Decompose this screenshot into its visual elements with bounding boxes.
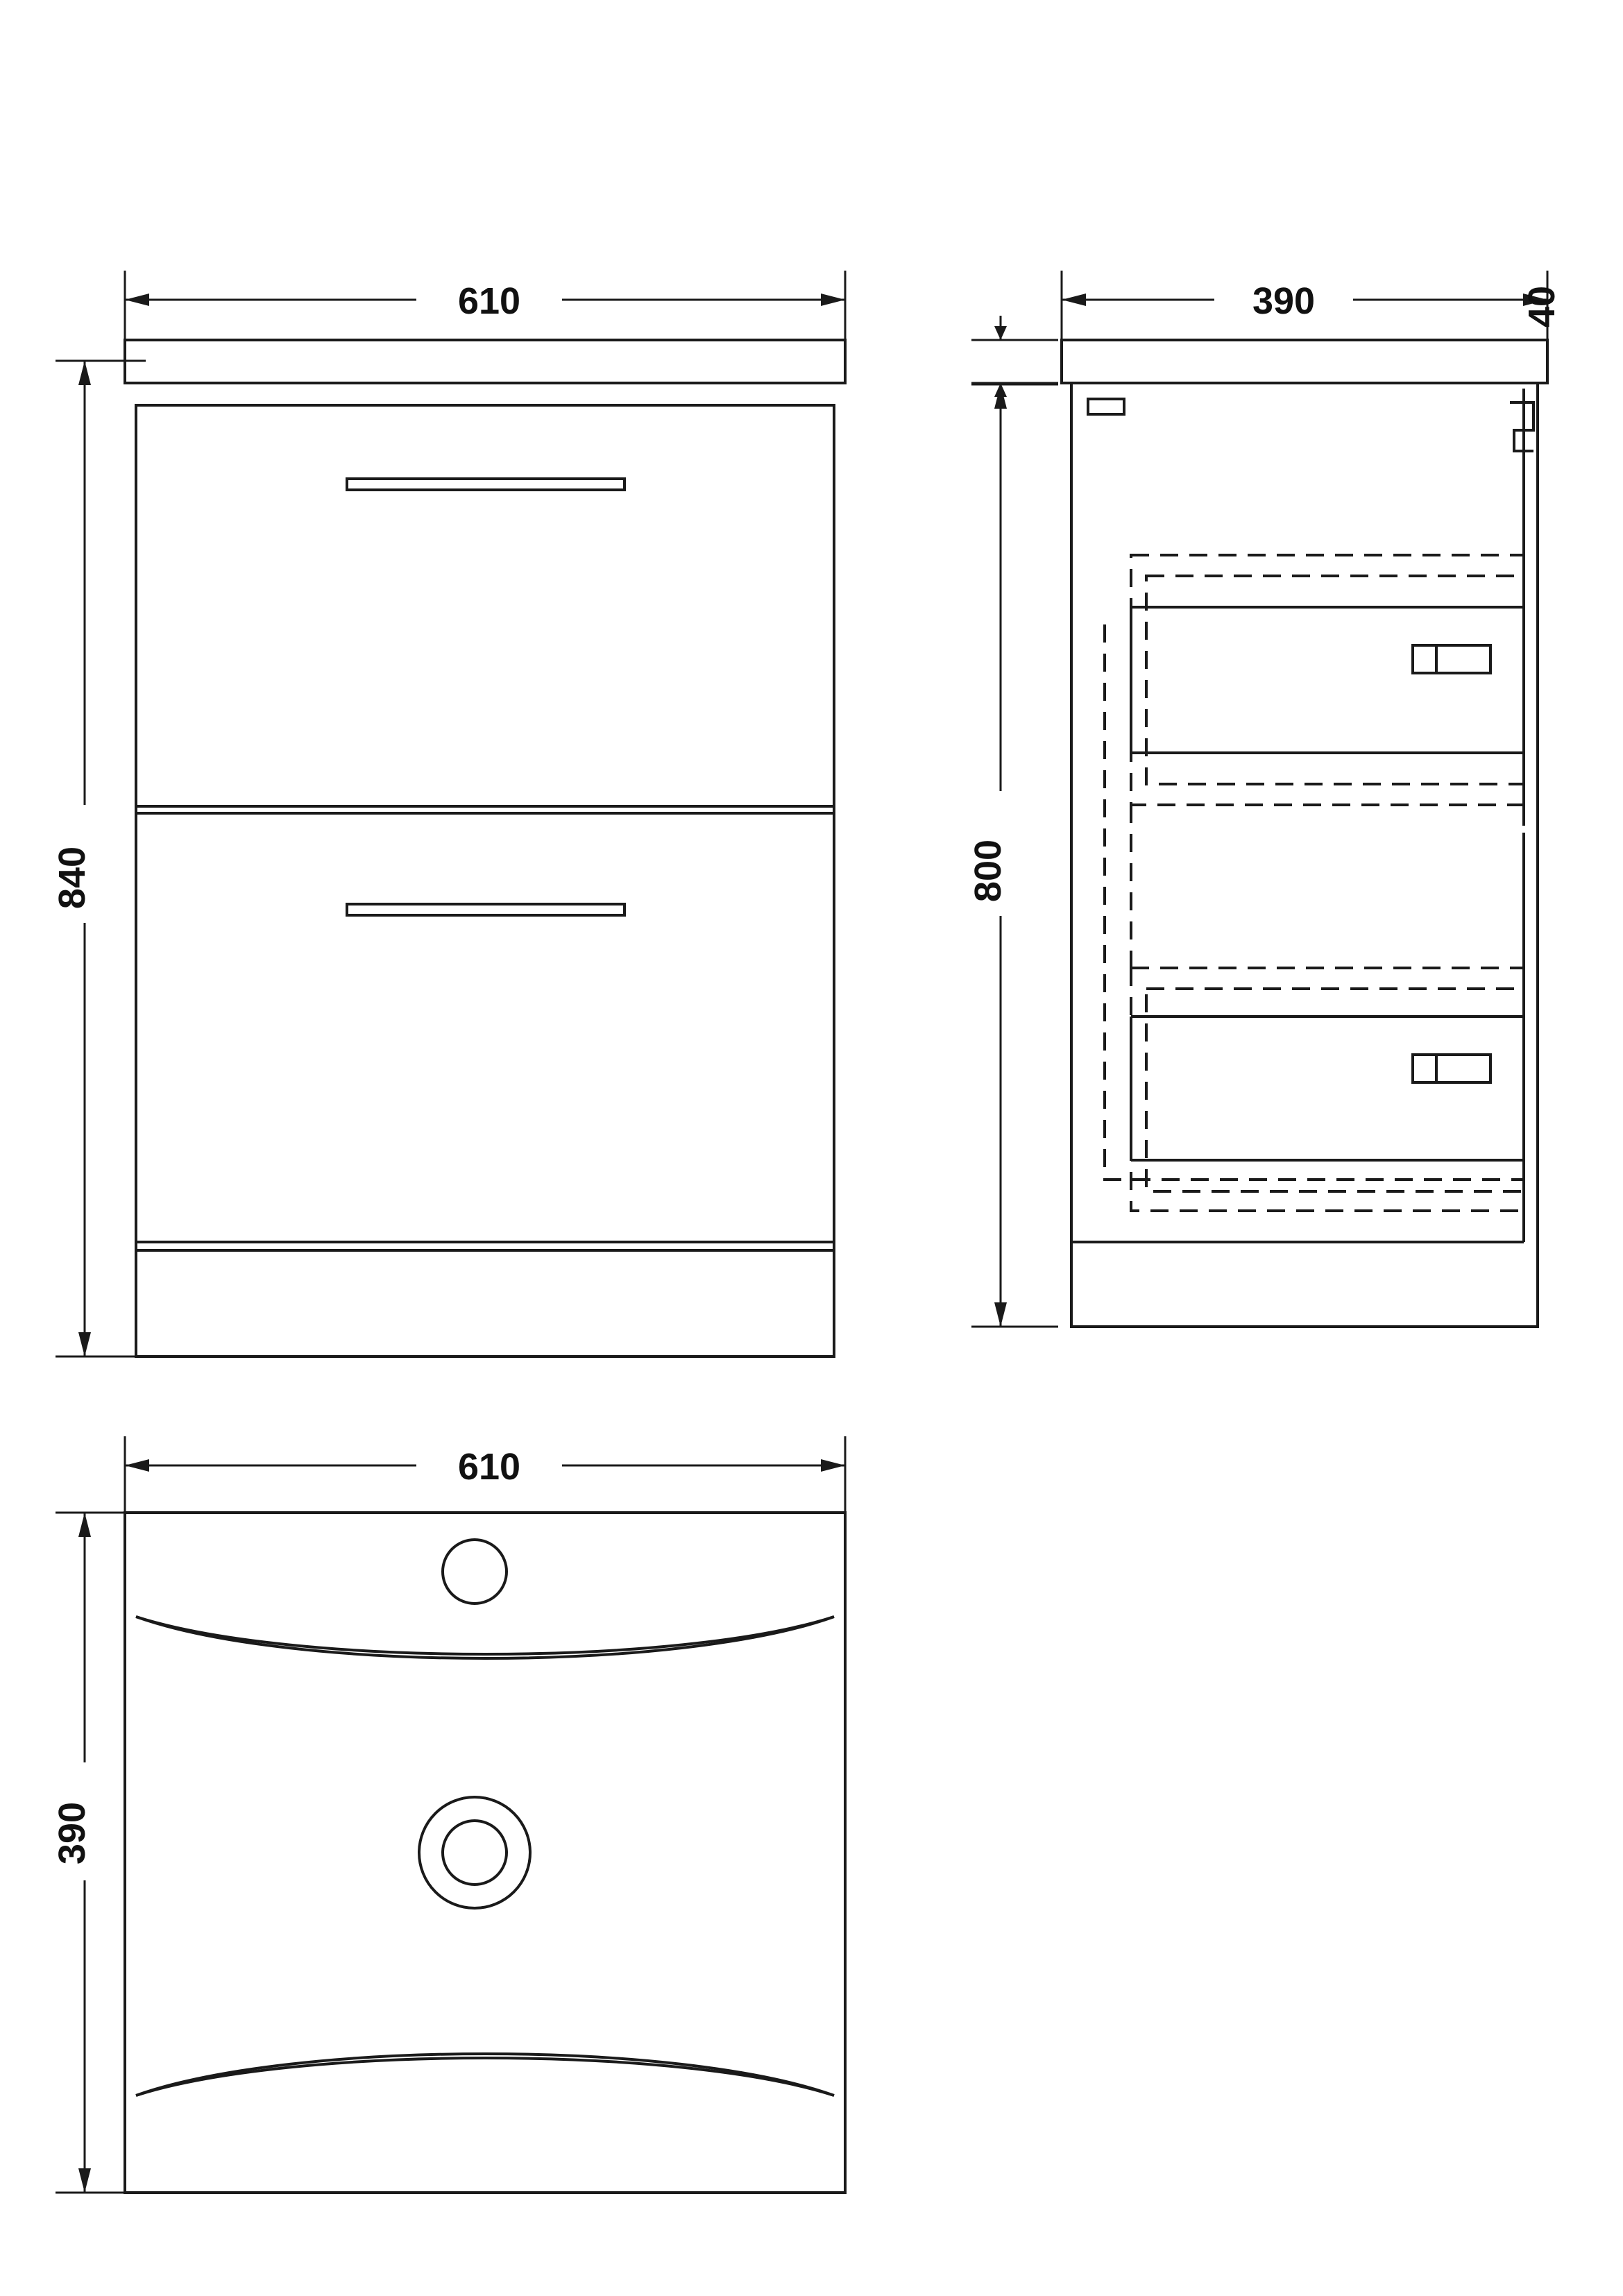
side-depth-label: 390 (1252, 280, 1316, 322)
basin-back-curve (136, 1617, 834, 1658)
lower-drawer-hidden (1131, 968, 1524, 1211)
drawer-handle-upper (347, 479, 624, 490)
countertop-front (125, 340, 845, 383)
plan-depth-label: 390 (51, 1801, 93, 1865)
basin-front-curve (136, 2054, 834, 2095)
runner-hidden-lines (1105, 624, 1524, 1180)
front-elevation-view (0, 0, 867, 1388)
lower-drawer-solid (1131, 1017, 1524, 1160)
carcass-side (1071, 384, 1538, 1327)
carcass-front (136, 405, 834, 1357)
upper-drawer-hidden (1131, 555, 1524, 805)
upper-drawer-solid (1131, 607, 1524, 753)
countertop-thickness-dimension (971, 316, 1058, 409)
top-bracket-detail (1088, 399, 1533, 451)
basin-plan-view (0, 1395, 867, 2296)
side-elevation-view (923, 0, 1623, 1388)
tap-hole (443, 1540, 507, 1604)
front-width-label: 610 (457, 280, 521, 322)
front-height-label: 840 (51, 846, 93, 910)
basin-outline (125, 1513, 845, 2193)
countertop-thickness-label: 40 (1521, 285, 1563, 328)
side-height-label: 800 (967, 839, 1009, 903)
waste-outlet (419, 1797, 530, 1908)
drawer-handle-lower (347, 904, 624, 915)
plan-width-label: 610 (457, 1446, 521, 1488)
countertop-side (1062, 340, 1547, 383)
